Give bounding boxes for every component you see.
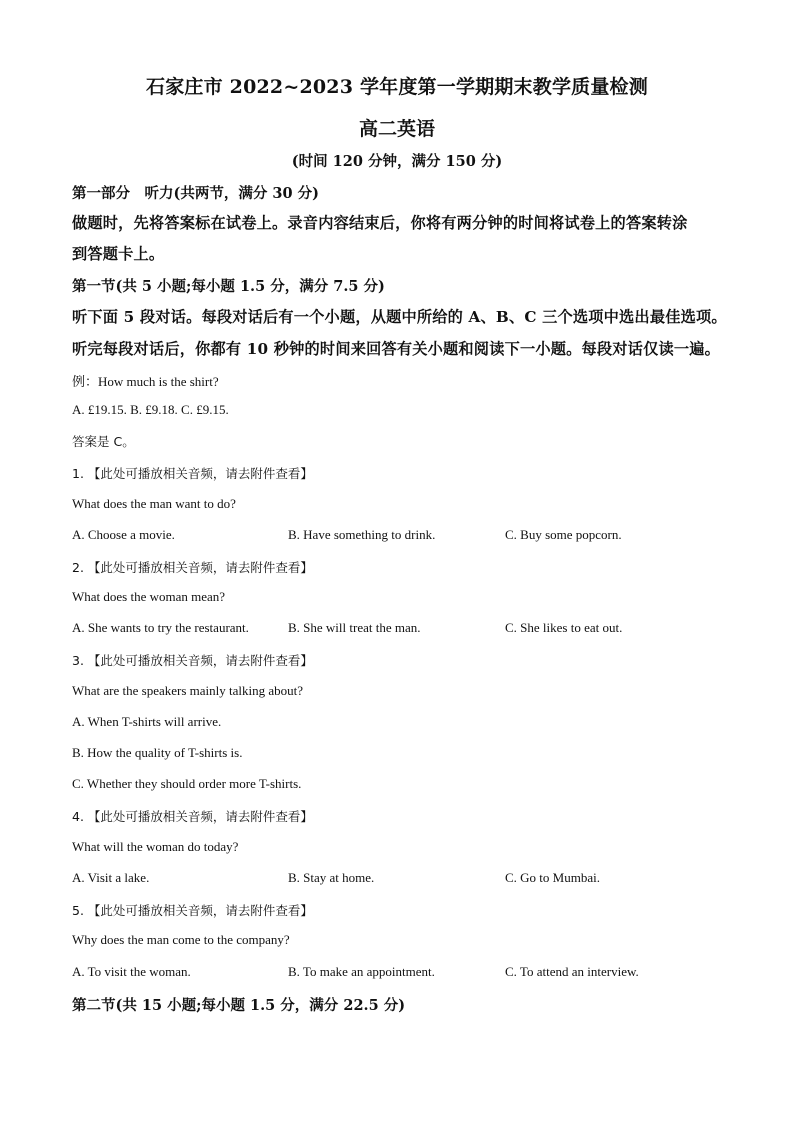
part1-intro-line1: 做题时，先将答案标在试卷上。录音内容结束后，你将有两分钟的时间将试卷上的答案转涂 — [72, 214, 688, 232]
part1-intro-line2: 到答题卡上。 — [72, 245, 165, 263]
option-c: C. Whether they should order more T-shirts. — [72, 776, 302, 791]
audio-placeholder[interactable]: 5. 【此处可播放相关音频，请去附件查看】 — [72, 903, 313, 918]
option-b: B. She will treat the man. — [288, 620, 421, 635]
time-score-note: (时间 120 分钟，满分 150 分) — [291, 153, 503, 170]
option-b: B. How the quality of T-shirts is. — [72, 745, 243, 760]
section1-instr-line2: 听完每段对话后，你都有 10 秒钟的时间来回答有关小题和阅读下一小题。每段对话仅读一遍。 — [72, 340, 721, 358]
option-b: B. Stay at home. — [288, 870, 375, 885]
option-a: A. Visit a lake. — [72, 870, 150, 885]
example-options: A. £19.15. B. £9.18. C. £9.15. — [72, 402, 229, 417]
audio-placeholder[interactable]: 3. 【此处可播放相关音频，请去附件查看】 — [72, 653, 313, 668]
question-text: What are the speakers mainly talking about? — [72, 683, 304, 698]
option-c: C. She likes to eat out. — [505, 620, 623, 635]
option-b: B. Have something to drink. — [288, 527, 436, 542]
audio-placeholder[interactable]: 4. 【此处可播放相关音频，请去附件查看】 — [72, 809, 313, 824]
example-answer: 答案是 C。 — [72, 434, 135, 449]
section1-heading: 第一节(共 5 小题;每小题 1.5 分，满分 7.5 分) — [72, 278, 385, 295]
option-c: C. Buy some popcorn. — [505, 527, 622, 542]
question-text: Why does the man come to the company? — [72, 932, 290, 947]
example-question: 例：How much is the shirt? — [72, 374, 219, 389]
option-b: B. To make an appointment. — [288, 964, 435, 979]
option-c: C. Go to Mumbai. — [505, 870, 600, 885]
question-text: What does the woman mean? — [72, 589, 226, 604]
option-a: A. She wants to try the restaurant. — [72, 620, 249, 635]
section1-instr-line1: 听下面 5 段对话。每段对话后有一个小题，从题中所给的 A、B、C 三个选项中选出最佳选项。 — [72, 308, 727, 326]
option-a: A. Choose a movie. — [72, 527, 175, 542]
audio-placeholder[interactable]: 1. 【此处可播放相关音频，请去附件查看】 — [72, 466, 313, 481]
section2-heading: 第二节(共 15 小题;每小题 1.5 分，满分 22.5 分) — [72, 997, 406, 1014]
option-c: C. To attend an interview. — [505, 964, 639, 979]
option-a: A. When T-shirts will arrive. — [72, 714, 222, 729]
question-text: What will the woman do today? — [72, 839, 239, 854]
audio-placeholder[interactable]: 2. 【此处可播放相关音频，请去附件查看】 — [72, 560, 313, 575]
exam-title: 石家庄市 2022~2023 学年度第一学期期末教学质量检测 — [146, 76, 648, 98]
subject-title: 高二英语 — [358, 118, 435, 140]
part1-heading: 第一部分 听力(共两节，满分 30 分) — [72, 185, 319, 202]
option-a: A. To visit the woman. — [72, 964, 191, 979]
question-text: What does the man want to do? — [72, 496, 236, 511]
